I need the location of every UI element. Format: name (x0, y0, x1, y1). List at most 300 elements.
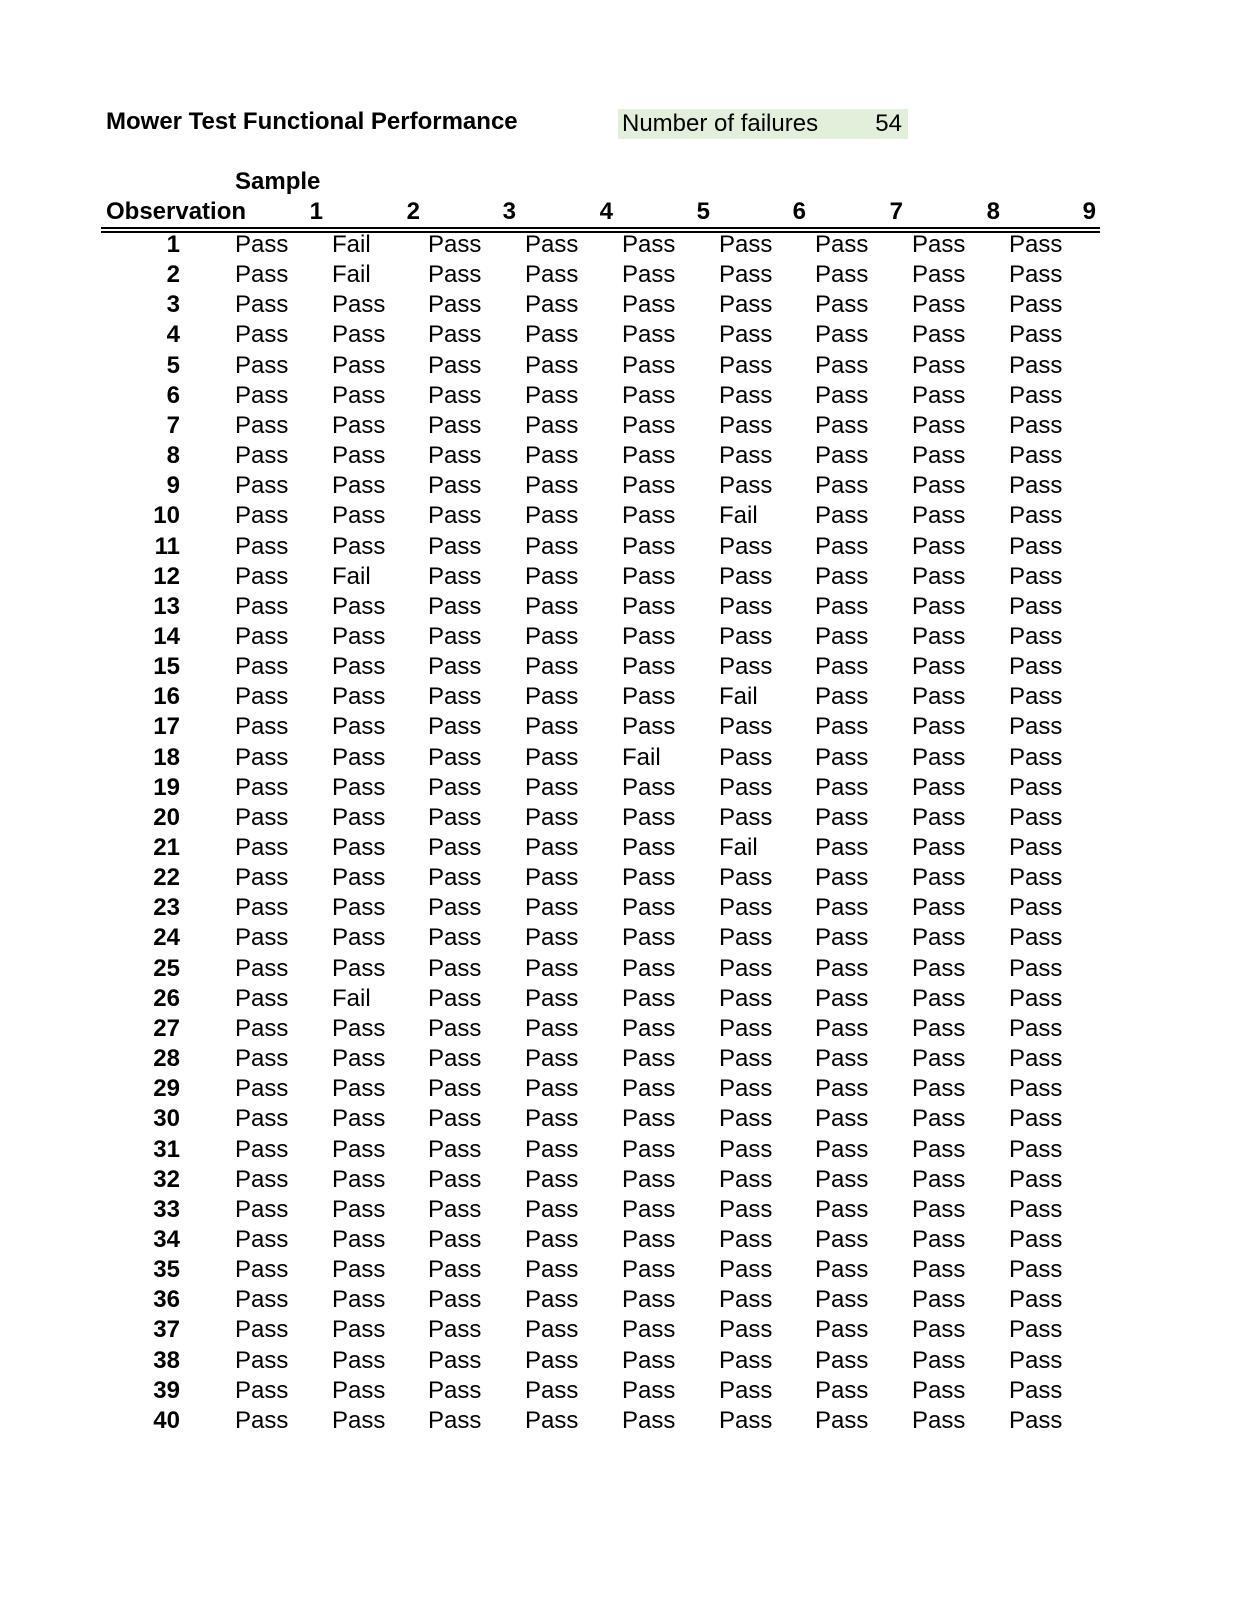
result-cell[interactable]: Pass (719, 984, 773, 1012)
result-cell[interactable]: Pass (428, 1014, 482, 1042)
result-cell[interactable]: Pass (332, 442, 386, 470)
observation-number[interactable]: 9 (166, 472, 180, 500)
result-cell[interactable]: Pass (912, 1014, 966, 1042)
result-cell[interactable]: Pass (815, 231, 869, 258)
result-cell[interactable]: Pass (525, 713, 579, 741)
result-cell[interactable]: Pass (622, 1225, 676, 1253)
result-cell[interactable]: Pass (912, 1045, 966, 1073)
result-cell[interactable]: Pass (622, 592, 676, 620)
result-cell[interactable]: Pass (622, 924, 676, 952)
result-cell[interactable]: Pass (622, 442, 676, 470)
observation-number[interactable]: 8 (166, 442, 180, 470)
result-cell[interactable]: Pass (235, 1014, 289, 1042)
result-cell[interactable]: Pass (1009, 1165, 1063, 1193)
result-cell[interactable]: Fail (332, 984, 371, 1012)
result-cell[interactable]: Pass (912, 532, 966, 560)
result-cell[interactable]: Pass (525, 351, 579, 379)
result-cell[interactable]: Pass (332, 411, 386, 439)
result-cell[interactable]: Pass (428, 1256, 482, 1284)
result-cell[interactable]: Pass (815, 1256, 869, 1284)
result-cell[interactable]: Pass (622, 1135, 676, 1163)
result-cell[interactable]: Pass (525, 321, 579, 349)
result-cell[interactable]: Pass (1009, 1105, 1063, 1133)
result-cell[interactable]: Pass (719, 442, 773, 470)
result-cell[interactable]: Pass (622, 1195, 676, 1223)
result-cell[interactable]: Pass (428, 1286, 482, 1314)
result-cell[interactable]: Pass (428, 1045, 482, 1073)
result-cell[interactable]: Pass (428, 321, 482, 349)
result-cell[interactable]: Pass (235, 1316, 289, 1344)
result-cell[interactable]: Pass (1009, 1376, 1063, 1404)
result-cell[interactable]: Pass (1009, 1286, 1063, 1314)
result-cell[interactable]: Pass (1009, 291, 1063, 319)
result-cell[interactable]: Pass (428, 592, 482, 620)
result-cell[interactable]: Pass (719, 743, 773, 771)
result-cell[interactable]: Pass (332, 381, 386, 409)
result-cell[interactable]: Pass (1009, 1346, 1063, 1374)
result-cell[interactable]: Pass (428, 1135, 482, 1163)
result-cell[interactable]: Pass (815, 1316, 869, 1344)
result-cell[interactable]: Pass (912, 291, 966, 319)
result-cell[interactable]: Pass (235, 1225, 289, 1253)
result-cell[interactable]: Pass (1009, 1256, 1063, 1284)
result-cell[interactable]: Fail (332, 562, 371, 590)
result-cell[interactable]: Pass (719, 1225, 773, 1253)
result-cell[interactable]: Pass (428, 261, 482, 289)
result-cell[interactable]: Pass (815, 1014, 869, 1042)
result-cell[interactable]: Pass (912, 261, 966, 289)
result-cell[interactable]: Pass (525, 1225, 579, 1253)
result-cell[interactable]: Pass (622, 1406, 676, 1434)
result-cell[interactable]: Pass (428, 713, 482, 741)
result-cell[interactable]: Pass (235, 532, 289, 560)
observation-number[interactable]: 1 (166, 231, 180, 258)
result-cell[interactable]: Pass (332, 1135, 386, 1163)
result-cell[interactable]: Pass (235, 472, 289, 500)
result-cell[interactable]: Pass (1009, 622, 1063, 650)
result-cell[interactable]: Pass (815, 1045, 869, 1073)
result-cell[interactable]: Pass (525, 1105, 579, 1133)
result-cell[interactable]: Pass (428, 894, 482, 922)
observation-number[interactable]: 23 (153, 894, 180, 922)
observation-number[interactable]: 25 (153, 954, 180, 982)
observation-number[interactable]: 16 (153, 683, 180, 711)
observation-number[interactable]: 35 (153, 1256, 180, 1284)
result-cell[interactable]: Pass (332, 1376, 386, 1404)
result-cell[interactable]: Pass (332, 894, 386, 922)
result-cell[interactable]: Pass (235, 442, 289, 470)
result-cell[interactable]: Pass (622, 864, 676, 892)
observation-number[interactable]: 14 (153, 622, 180, 650)
result-cell[interactable]: Pass (332, 622, 386, 650)
result-cell[interactable]: Pass (912, 502, 966, 530)
observation-number[interactable]: 6 (166, 381, 180, 409)
result-cell[interactable]: Pass (622, 773, 676, 801)
result-cell[interactable]: Pass (912, 1105, 966, 1133)
result-cell[interactable]: Pass (235, 1286, 289, 1314)
result-cell[interactable]: Pass (428, 683, 482, 711)
result-cell[interactable]: Pass (235, 743, 289, 771)
result-cell[interactable]: Pass (912, 1346, 966, 1374)
result-cell[interactable]: Pass (815, 984, 869, 1012)
observation-number[interactable]: 21 (153, 834, 180, 861)
result-cell[interactable]: Pass (719, 1346, 773, 1374)
result-cell[interactable]: Pass (815, 592, 869, 620)
result-cell[interactable]: Pass (719, 1286, 773, 1314)
result-cell[interactable]: Pass (525, 291, 579, 319)
result-cell[interactable]: Pass (235, 1256, 289, 1284)
result-cell[interactable]: Pass (719, 1406, 773, 1434)
result-cell[interactable]: Pass (332, 532, 386, 560)
result-cell[interactable]: Pass (622, 532, 676, 560)
result-cell[interactable]: Pass (912, 351, 966, 379)
result-cell[interactable]: Pass (815, 1165, 869, 1193)
result-cell[interactable]: Pass (1009, 321, 1063, 349)
result-cell[interactable]: Pass (1009, 562, 1063, 590)
result-cell[interactable]: Pass (719, 231, 773, 258)
result-cell[interactable]: Pass (525, 1346, 579, 1374)
result-cell[interactable]: Pass (912, 411, 966, 439)
result-cell[interactable]: Fail (719, 683, 758, 711)
result-cell[interactable]: Pass (719, 1256, 773, 1284)
result-cell[interactable]: Pass (815, 1406, 869, 1434)
result-cell[interactable]: Pass (428, 1195, 482, 1223)
observation-number[interactable]: 40 (153, 1406, 180, 1434)
result-cell[interactable]: Pass (622, 291, 676, 319)
observation-number[interactable]: 13 (153, 592, 180, 620)
result-cell[interactable]: Pass (332, 321, 386, 349)
result-cell[interactable]: Pass (815, 532, 869, 560)
result-cell[interactable]: Pass (235, 1376, 289, 1404)
result-cell[interactable]: Pass (332, 1225, 386, 1253)
result-cell[interactable]: Pass (815, 1075, 869, 1103)
observation-number[interactable]: 28 (153, 1045, 180, 1073)
result-cell[interactable]: Pass (815, 864, 869, 892)
result-cell[interactable]: Pass (719, 1195, 773, 1223)
observation-number[interactable]: 37 (153, 1316, 180, 1344)
observation-number[interactable]: 7 (166, 411, 180, 439)
result-cell[interactable]: Pass (235, 592, 289, 620)
result-cell[interactable]: Pass (622, 261, 676, 289)
result-cell[interactable]: Pass (1009, 924, 1063, 952)
result-cell[interactable]: Pass (815, 924, 869, 952)
result-cell[interactable]: Pass (428, 562, 482, 590)
result-cell[interactable]: Pass (815, 954, 869, 982)
result-cell[interactable]: Pass (815, 743, 869, 771)
result-cell[interactable]: Pass (622, 713, 676, 741)
result-cell[interactable]: Pass (428, 924, 482, 952)
result-cell[interactable]: Pass (622, 1376, 676, 1404)
result-cell[interactable]: Pass (428, 1075, 482, 1103)
result-cell[interactable]: Pass (525, 1045, 579, 1073)
result-cell[interactable]: Pass (1009, 984, 1063, 1012)
result-cell[interactable]: Pass (428, 622, 482, 650)
result-cell[interactable]: Pass (428, 1406, 482, 1434)
result-cell[interactable]: Pass (428, 1105, 482, 1133)
result-cell[interactable]: Pass (235, 1075, 289, 1103)
result-cell[interactable]: Pass (332, 653, 386, 681)
result-cell[interactable]: Pass (1009, 894, 1063, 922)
result-cell[interactable]: Pass (332, 834, 386, 861)
result-cell[interactable]: Pass (1009, 351, 1063, 379)
result-cell[interactable]: Pass (815, 803, 869, 831)
result-cell[interactable]: Pass (912, 472, 966, 500)
result-cell[interactable]: Pass (235, 924, 289, 952)
result-cell[interactable]: Pass (622, 562, 676, 590)
result-cell[interactable]: Pass (815, 713, 869, 741)
result-cell[interactable]: Pass (525, 834, 579, 861)
result-cell[interactable]: Pass (1009, 803, 1063, 831)
result-cell[interactable]: Pass (525, 924, 579, 952)
result-cell[interactable]: Pass (719, 291, 773, 319)
result-cell[interactable]: Pass (622, 1286, 676, 1314)
result-cell[interactable]: Pass (525, 622, 579, 650)
result-cell[interactable]: Pass (525, 1195, 579, 1223)
result-cell[interactable]: Pass (428, 442, 482, 470)
result-cell[interactable]: Pass (235, 803, 289, 831)
result-cell[interactable]: Pass (525, 864, 579, 892)
observation-number[interactable]: 10 (153, 502, 180, 530)
result-cell[interactable]: Pass (235, 502, 289, 530)
result-cell[interactable]: Pass (719, 924, 773, 952)
observation-number[interactable]: 31 (153, 1135, 180, 1163)
result-cell[interactable]: Pass (235, 1195, 289, 1223)
observation-number[interactable]: 19 (153, 773, 180, 801)
result-cell[interactable]: Pass (525, 381, 579, 409)
result-cell[interactable]: Pass (815, 894, 869, 922)
result-cell[interactable]: Pass (235, 231, 289, 258)
observation-number[interactable]: 11 (154, 532, 180, 560)
observation-number[interactable]: 5 (166, 351, 180, 379)
result-cell[interactable]: Pass (525, 773, 579, 801)
result-cell[interactable]: Pass (525, 442, 579, 470)
observation-number[interactable]: 17 (153, 713, 180, 741)
result-cell[interactable]: Pass (622, 622, 676, 650)
result-cell[interactable]: Pass (235, 653, 289, 681)
result-cell[interactable]: Pass (1009, 1316, 1063, 1344)
result-cell[interactable]: Pass (525, 502, 579, 530)
result-cell[interactable]: Pass (525, 1406, 579, 1434)
result-cell[interactable]: Pass (525, 562, 579, 590)
result-cell[interactable]: Pass (235, 1105, 289, 1133)
result-cell[interactable]: Pass (719, 1135, 773, 1163)
result-cell[interactable]: Pass (815, 411, 869, 439)
result-cell[interactable]: Pass (719, 653, 773, 681)
result-cell[interactable]: Pass (235, 411, 289, 439)
result-cell[interactable]: Pass (235, 1346, 289, 1374)
result-cell[interactable]: Pass (525, 1165, 579, 1193)
result-cell[interactable]: Pass (622, 834, 676, 861)
result-cell[interactable]: Fail (622, 743, 661, 771)
result-cell[interactable]: Pass (525, 683, 579, 711)
result-cell[interactable]: Pass (332, 1406, 386, 1434)
result-cell[interactable]: Pass (912, 622, 966, 650)
result-cell[interactable]: Fail (332, 261, 371, 289)
result-cell[interactable]: Pass (428, 743, 482, 771)
result-cell[interactable]: Pass (912, 653, 966, 681)
result-cell[interactable]: Pass (235, 622, 289, 650)
result-cell[interactable]: Pass (525, 231, 579, 258)
result-cell[interactable]: Pass (428, 864, 482, 892)
result-cell[interactable]: Pass (912, 592, 966, 620)
result-cell[interactable]: Pass (525, 472, 579, 500)
result-cell[interactable]: Pass (235, 321, 289, 349)
result-cell[interactable]: Pass (1009, 411, 1063, 439)
result-cell[interactable]: Pass (719, 1045, 773, 1073)
result-cell[interactable]: Pass (525, 1014, 579, 1042)
result-cell[interactable]: Pass (912, 321, 966, 349)
observation-number[interactable]: 12 (153, 562, 180, 590)
result-cell[interactable]: Pass (815, 321, 869, 349)
result-cell[interactable]: Pass (719, 411, 773, 439)
result-cell[interactable]: Pass (1009, 713, 1063, 741)
observation-number[interactable]: 29 (153, 1075, 180, 1103)
result-cell[interactable]: Pass (1009, 864, 1063, 892)
result-cell[interactable]: Pass (235, 683, 289, 711)
result-cell[interactable]: Pass (719, 1165, 773, 1193)
result-cell[interactable]: Pass (428, 984, 482, 1012)
result-cell[interactable]: Pass (622, 1105, 676, 1133)
result-cell[interactable]: Pass (332, 864, 386, 892)
result-cell[interactable]: Fail (332, 231, 371, 258)
result-cell[interactable]: Pass (332, 773, 386, 801)
result-cell[interactable]: Pass (428, 1225, 482, 1253)
result-cell[interactable]: Pass (428, 1316, 482, 1344)
observation-number[interactable]: 4 (166, 321, 180, 349)
result-cell[interactable]: Pass (332, 1075, 386, 1103)
result-cell[interactable]: Pass (912, 1195, 966, 1223)
result-cell[interactable]: Pass (332, 472, 386, 500)
result-cell[interactable]: Pass (719, 1105, 773, 1133)
result-cell[interactable]: Pass (815, 291, 869, 319)
result-cell[interactable]: Pass (428, 834, 482, 861)
result-cell[interactable]: Pass (332, 954, 386, 982)
result-cell[interactable]: Pass (525, 1135, 579, 1163)
result-cell[interactable]: Pass (525, 1316, 579, 1344)
result-cell[interactable]: Pass (332, 1316, 386, 1344)
result-cell[interactable]: Pass (428, 653, 482, 681)
result-cell[interactable]: Pass (235, 894, 289, 922)
result-cell[interactable]: Pass (332, 1165, 386, 1193)
result-cell[interactable]: Pass (912, 683, 966, 711)
result-cell[interactable]: Pass (525, 1376, 579, 1404)
result-cell[interactable]: Pass (719, 864, 773, 892)
result-cell[interactable]: Pass (622, 954, 676, 982)
result-cell[interactable]: Pass (332, 1195, 386, 1223)
result-cell[interactable]: Pass (1009, 1045, 1063, 1073)
result-cell[interactable]: Pass (622, 1045, 676, 1073)
result-cell[interactable]: Pass (525, 743, 579, 771)
result-cell[interactable]: Pass (332, 1286, 386, 1314)
observation-number[interactable]: 38 (153, 1346, 180, 1374)
result-cell[interactable]: Pass (428, 351, 482, 379)
result-cell[interactable]: Pass (1009, 834, 1063, 861)
result-cell[interactable]: Pass (912, 773, 966, 801)
result-cell[interactable]: Pass (1009, 743, 1063, 771)
result-cell[interactable]: Pass (1009, 472, 1063, 500)
result-cell[interactable]: Pass (622, 231, 676, 258)
result-cell[interactable]: Pass (235, 984, 289, 1012)
result-cell[interactable]: Pass (912, 1376, 966, 1404)
result-cell[interactable]: Pass (719, 592, 773, 620)
result-cell[interactable]: Pass (912, 1165, 966, 1193)
result-cell[interactable]: Pass (622, 1316, 676, 1344)
result-cell[interactable]: Pass (332, 803, 386, 831)
result-cell[interactable]: Pass (332, 291, 386, 319)
result-cell[interactable]: Pass (428, 291, 482, 319)
result-cell[interactable]: Pass (719, 954, 773, 982)
result-cell[interactable]: Pass (719, 381, 773, 409)
result-cell[interactable]: Pass (332, 502, 386, 530)
result-cell[interactable]: Pass (332, 683, 386, 711)
result-cell[interactable]: Pass (815, 834, 869, 861)
result-cell[interactable]: Pass (428, 1346, 482, 1374)
result-cell[interactable]: Pass (912, 1316, 966, 1344)
result-cell[interactable]: Pass (815, 683, 869, 711)
result-cell[interactable]: Pass (525, 894, 579, 922)
result-cell[interactable]: Pass (815, 1195, 869, 1223)
result-cell[interactable]: Pass (332, 351, 386, 379)
result-cell[interactable]: Pass (1009, 442, 1063, 470)
result-cell[interactable]: Pass (815, 261, 869, 289)
result-cell[interactable]: Pass (912, 834, 966, 861)
result-cell[interactable]: Pass (622, 381, 676, 409)
result-cell[interactable]: Pass (332, 1346, 386, 1374)
result-cell[interactable]: Pass (235, 562, 289, 590)
observation-number[interactable]: 22 (153, 864, 180, 892)
result-cell[interactable]: Pass (719, 894, 773, 922)
result-cell[interactable]: Pass (815, 381, 869, 409)
result-cell[interactable]: Pass (525, 1075, 579, 1103)
result-cell[interactable]: Pass (235, 1135, 289, 1163)
result-cell[interactable]: Pass (428, 502, 482, 530)
result-cell[interactable]: Pass (815, 1135, 869, 1163)
result-cell[interactable]: Pass (525, 1256, 579, 1284)
result-cell[interactable]: Pass (1009, 1195, 1063, 1223)
result-cell[interactable]: Pass (719, 622, 773, 650)
result-cell[interactable]: Pass (525, 803, 579, 831)
result-cell[interactable]: Pass (332, 1256, 386, 1284)
result-cell[interactable]: Pass (1009, 1135, 1063, 1163)
result-cell[interactable]: Pass (525, 592, 579, 620)
result-cell[interactable]: Pass (428, 803, 482, 831)
result-cell[interactable]: Pass (719, 261, 773, 289)
result-cell[interactable]: Pass (719, 562, 773, 590)
result-cell[interactable]: Pass (912, 562, 966, 590)
result-cell[interactable]: Pass (622, 1165, 676, 1193)
result-cell[interactable]: Pass (912, 1225, 966, 1253)
observation-number[interactable]: 39 (153, 1376, 180, 1404)
result-cell[interactable]: Pass (525, 653, 579, 681)
result-cell[interactable]: Pass (428, 1165, 482, 1193)
result-cell[interactable]: Pass (1009, 231, 1063, 258)
result-cell[interactable]: Pass (235, 1165, 289, 1193)
result-cell[interactable]: Pass (235, 1045, 289, 1073)
result-cell[interactable]: Pass (719, 713, 773, 741)
result-cell[interactable]: Pass (1009, 592, 1063, 620)
observation-number[interactable]: 33 (153, 1195, 180, 1223)
result-cell[interactable]: Pass (815, 351, 869, 379)
result-cell[interactable]: Pass (525, 532, 579, 560)
result-cell[interactable]: Pass (1009, 1225, 1063, 1253)
result-cell[interactable]: Pass (719, 532, 773, 560)
result-cell[interactable]: Pass (235, 351, 289, 379)
observation-number[interactable]: 27 (153, 1014, 180, 1042)
result-cell[interactable]: Pass (235, 834, 289, 861)
result-cell[interactable]: Pass (912, 1075, 966, 1103)
result-cell[interactable]: Pass (622, 351, 676, 379)
result-cell[interactable]: Pass (525, 954, 579, 982)
